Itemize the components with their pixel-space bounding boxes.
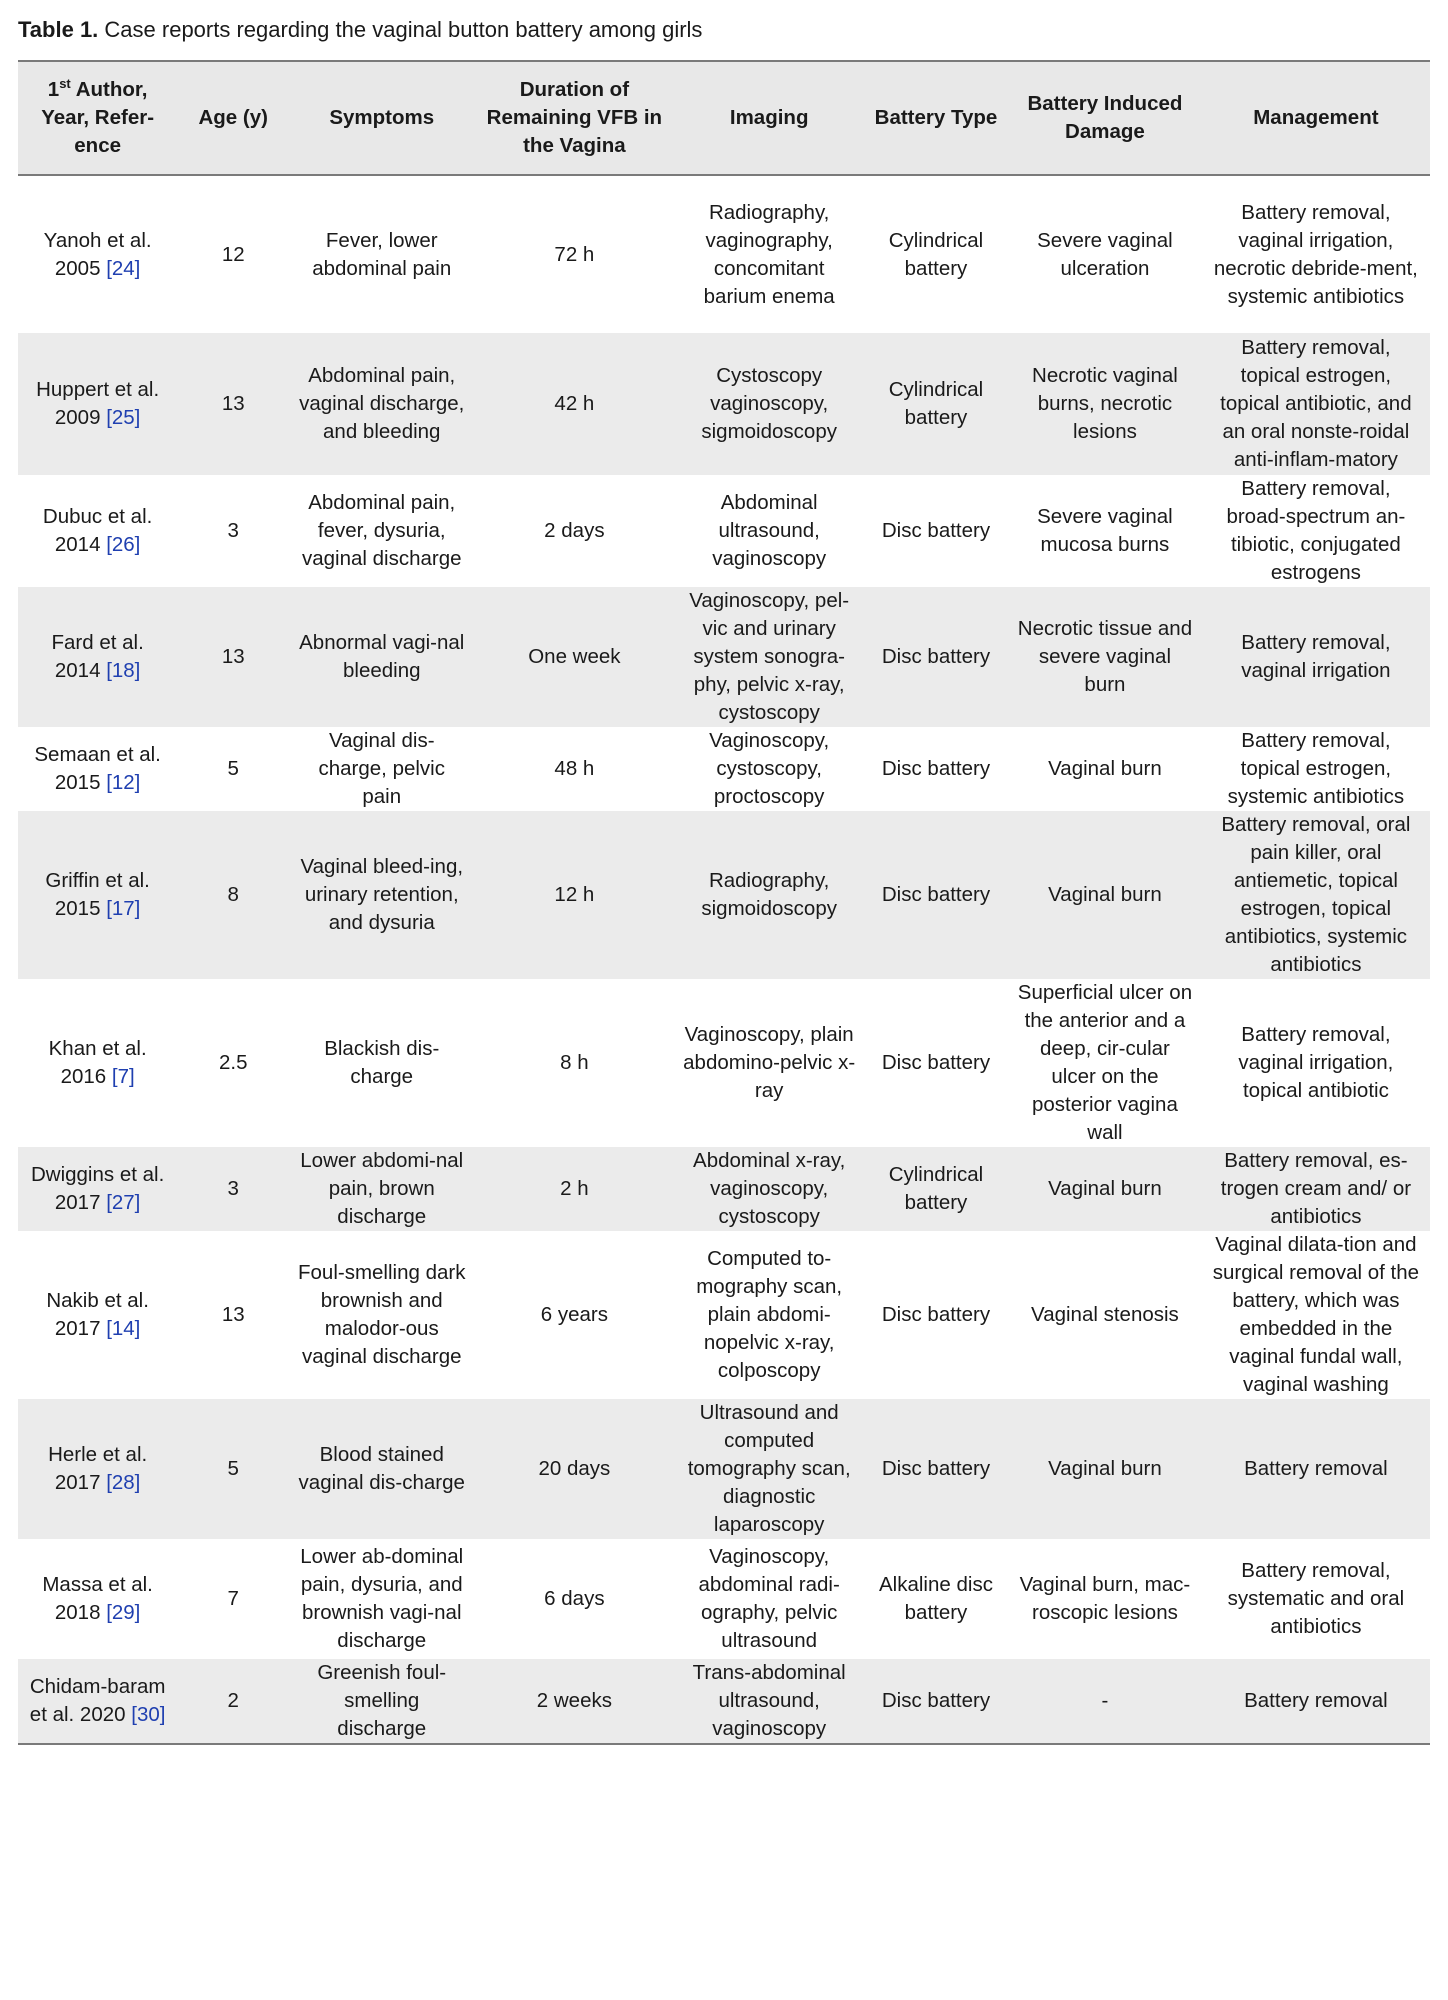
table-row — [18, 1231, 1430, 1399]
reference-link[interactable]: [26] — [106, 533, 141, 556]
cell-damage: Vaginal burn — [1048, 1177, 1162, 1200]
cell-imaging: Radiography, vaginography, concomitant barium enema — [703, 200, 835, 308]
table-caption — [18, 14, 702, 46]
cell-battery: Disc battery — [881, 1689, 991, 1712]
table-row — [18, 175, 1430, 333]
table-row — [18, 1399, 1430, 1539]
cell-damage: Superficial ulcer on the anterior and a deep, cir-cular ulcer on the posterior vagina wall — [1017, 981, 1193, 1144]
cell-symptoms: Blackish dis-charge — [324, 1037, 440, 1088]
cell-damage: Vaginal burn, mac-roscopic lesions — [1019, 1573, 1191, 1624]
table-row — [18, 1659, 1430, 1744]
cell-damage: Necrotic vaginal burns, necrotic lesions — [1032, 364, 1178, 443]
cell-age: 2 — [227, 1689, 239, 1712]
cell-management: Battery removal, vaginal irrigation, topical antibiotic — [1238, 1023, 1394, 1102]
col-header-battery-type: Battery Type — [874, 106, 998, 129]
cell-symptoms: Abnormal vagi-nal bleeding — [299, 631, 465, 682]
table-row — [18, 333, 1430, 475]
author-text: Massa et al. 2018 — [42, 1573, 153, 1624]
cell-management: Battery removal, topical estrogen, systemic antibiotics — [1227, 729, 1405, 808]
cell-age: 13 — [221, 1303, 245, 1326]
author-text: Dubuc et al. 2014 — [42, 505, 153, 556]
reference-link[interactable]: [30] — [131, 1703, 166, 1726]
cell-duration: 6 years — [540, 1303, 608, 1326]
cell-duration: 72 h — [554, 242, 595, 266]
cell-imaging: Vaginoscopy, abdominal radi-ography, pelvic ultrasound — [698, 1545, 840, 1652]
reference-link[interactable]: [17] — [106, 897, 141, 920]
cell-duration: 48 h — [554, 757, 595, 780]
cell-management: Battery removal, es-trogen cream and/ or antibiotics — [1220, 1149, 1412, 1228]
cell-duration: 2 weeks — [536, 1689, 612, 1712]
table-body — [18, 175, 1430, 1744]
cell-damage: Vaginal burn — [1048, 883, 1162, 906]
cell-author — [18, 475, 177, 587]
cell-imaging: Ultrasound and computed tomography scan, diagnostic laparoscopy — [687, 1401, 851, 1536]
cell-management: Battery removal, vaginal irrigation, necrotic debride-ment, systemic antibiotics — [1213, 200, 1418, 308]
cell-imaging: Vaginoscopy, plain abdomino-pelvic x-ray — [683, 1023, 856, 1102]
reference-link[interactable]: [18] — [106, 659, 141, 682]
cell-battery: Disc battery — [881, 757, 991, 780]
reference-link[interactable]: [27] — [106, 1191, 141, 1214]
table-row — [18, 979, 1430, 1147]
reference-link[interactable]: [7] — [111, 1065, 135, 1088]
cell-battery: Cylindrical battery — [888, 1163, 984, 1214]
cell-duration: 12 h — [554, 883, 595, 906]
cell-age: 3 — [227, 1177, 239, 1200]
author-text: Dwiggins et al. 2017 — [30, 1163, 165, 1214]
author-text: Semaan et al. 2015 — [34, 743, 161, 794]
cell-management: Battery removal — [1244, 1457, 1388, 1480]
cell-symptoms: Lower ab-dominal pain, dysuria, and brownish vagi-nal discharge — [300, 1545, 464, 1652]
cell-battery: Disc battery — [881, 519, 991, 542]
cell-battery: Disc battery — [881, 883, 991, 906]
table-row — [18, 475, 1430, 587]
cell-duration: 6 days — [544, 1587, 605, 1610]
author-text: Yanoh et al. 2005 — [43, 228, 152, 280]
author-text: Fard et al. 2014 — [51, 631, 144, 682]
col-header-age: Age (y) — [198, 106, 268, 129]
author-text: Chidam-baram et al. 2020 — [29, 1675, 166, 1726]
cell-battery: Disc battery — [881, 645, 991, 668]
cell-damage: Vaginal burn — [1048, 757, 1162, 780]
cell-age: 3 — [227, 519, 239, 542]
col-header-duration: Duration of Remaining VFB in the Vagina — [486, 78, 663, 157]
cell-management: Battery removal, broad-spectrum an-tibiotic, conjugated estrogens — [1226, 477, 1406, 584]
header-row — [18, 61, 1430, 175]
table-header — [18, 61, 1430, 175]
cell-author — [18, 979, 177, 1147]
cell-duration: 2 h — [560, 1177, 589, 1200]
cell-symptoms: Greenish foul-smelling discharge — [317, 1661, 447, 1740]
caption-text: Case reports regarding the vaginal button battery among girls — [98, 17, 703, 42]
cell-damage: Vaginal burn — [1048, 1457, 1162, 1480]
cell-imaging: Abdominal ultrasound, vaginoscopy — [712, 491, 827, 570]
author-text: Griffin et al. 2015 — [45, 869, 150, 920]
cell-imaging: Cystoscopy vaginoscopy, sigmoidoscopy — [701, 364, 837, 443]
cell-damage: Severe vaginal mucosa burns — [1037, 505, 1173, 556]
cell-symptoms: Vaginal dis-charge, pelvic pain — [318, 729, 445, 808]
reference-link[interactable]: [25] — [106, 406, 141, 429]
cell-imaging: Vaginoscopy, pel-vic and urinary system sonogra-phy, pelvic x-ray, cystoscopy — [689, 589, 850, 724]
table-row — [18, 587, 1430, 727]
cell-author — [18, 1399, 177, 1539]
cell-author — [18, 811, 177, 979]
cell-battery: Disc battery — [881, 1457, 991, 1480]
cell-symptoms: Abdominal pain, fever, dysuria, vaginal discharge — [301, 491, 462, 570]
cell-duration: 2 days — [544, 519, 605, 542]
cell-author — [18, 333, 177, 475]
cell-symptoms: Blood stained vaginal dis-charge — [298, 1443, 465, 1494]
cell-management: Vaginal dilata-tion and surgical removal of the battery, which was embedded in the vaginal fundal wall, vaginal washing — [1212, 1233, 1420, 1396]
cell-age: 5 — [227, 1457, 239, 1480]
cell-imaging: Vaginoscopy, cystoscopy, proctoscopy — [709, 729, 830, 808]
cell-symptoms: Fever, lower abdominal pain — [312, 228, 452, 280]
cell-management: Battery removal, oral pain killer, oral antiemetic, topical estrogen, topical antibiotics, systemic antibiotics — [1221, 813, 1411, 976]
cell-duration: 20 days — [538, 1457, 611, 1480]
cell-author — [18, 1539, 177, 1659]
case-reports-table — [18, 60, 1430, 1745]
caption-label: Table 1. — [18, 17, 99, 42]
cell-author — [18, 175, 177, 333]
reference-link[interactable]: [14] — [106, 1317, 141, 1340]
col-header-author: 1st Author, Year, Refer-ence — [41, 76, 155, 157]
cell-author — [18, 1147, 177, 1231]
col-header-symptoms: Symptoms — [329, 106, 435, 129]
cell-imaging: Computed to-mography scan, plain abdomi-nopelvic x-ray, colposcopy — [696, 1247, 843, 1382]
cell-age: 12 — [221, 242, 245, 266]
cell-symptoms: Vaginal bleed-ing, urinary retention, and dysuria — [300, 855, 464, 934]
cell-imaging: Trans-abdominal ultrasound, vaginoscopy — [692, 1661, 846, 1740]
table-row — [18, 811, 1430, 979]
cell-management: Battery removal, vaginal irrigation — [1241, 631, 1391, 682]
cell-duration: 42 h — [554, 392, 595, 415]
cell-battery: Cylindrical battery — [888, 378, 984, 429]
table-row — [18, 727, 1430, 811]
cell-age: 13 — [221, 392, 245, 415]
reference-link[interactable]: [28] — [106, 1471, 141, 1494]
cell-management: Battery removal, topical estrogen, topical antibiotic, and an oral nonste-roidal anti-inflam-matory — [1220, 336, 1412, 471]
cell-battery: Disc battery — [881, 1303, 991, 1326]
cell-battery: Cylindrical battery — [888, 228, 984, 280]
cell-imaging: Radiography, sigmoidoscopy — [701, 869, 837, 920]
cell-author — [18, 1659, 177, 1744]
reference-link[interactable]: [29] — [106, 1601, 141, 1624]
col-header-damage: Battery Induced Damage — [1027, 92, 1183, 143]
cell-symptoms: Abdominal pain, vaginal discharge, and bleeding — [299, 364, 465, 443]
author-text: Khan et al. 2016 — [48, 1037, 147, 1088]
cell-duration: One week — [528, 645, 621, 668]
cell-damage: Necrotic tissue and severe vaginal burn — [1017, 617, 1193, 696]
reference-link[interactable]: [12] — [106, 771, 141, 794]
cell-age: 2.5 — [218, 1051, 248, 1074]
cell-author — [18, 1231, 177, 1399]
cell-battery: Disc battery — [881, 1051, 991, 1074]
cell-author — [18, 587, 177, 727]
cell-imaging: Abdominal x-ray, vaginoscopy, cystoscopy — [693, 1149, 846, 1228]
col-header-imaging: Imaging — [729, 106, 809, 129]
author-text: Herle et al. 2017 — [48, 1443, 148, 1494]
cell-age: 8 — [227, 883, 239, 906]
reference-link[interactable]: [24] — [106, 256, 141, 280]
cell-symptoms: Lower abdomi-nal pain, brown discharge — [300, 1149, 464, 1228]
cell-damage: Vaginal stenosis — [1031, 1303, 1179, 1326]
author-text: Nakib et al. 2017 — [46, 1289, 149, 1340]
table-row — [18, 1147, 1430, 1231]
cell-management: Battery removal — [1244, 1689, 1388, 1712]
cell-battery: Alkaline disc battery — [879, 1573, 993, 1624]
table-row — [18, 1539, 1430, 1659]
cell-age: 5 — [227, 757, 239, 780]
author-text: Huppert et al. 2009 — [36, 378, 160, 429]
cell-symptoms: Foul-smelling dark brownish and malodor-ous vaginal discharge — [298, 1261, 466, 1368]
cell-damage: Severe vaginal ulceration — [1037, 228, 1173, 280]
cell-duration: 8 h — [560, 1051, 589, 1074]
cell-damage: - — [1101, 1689, 1109, 1712]
cell-age: 13 — [221, 645, 245, 668]
cell-age: 7 — [227, 1587, 239, 1610]
cell-management: Battery removal, systematic and oral antibiotics — [1227, 1559, 1405, 1638]
cell-author — [18, 727, 177, 811]
col-header-management: Management — [1253, 106, 1379, 129]
